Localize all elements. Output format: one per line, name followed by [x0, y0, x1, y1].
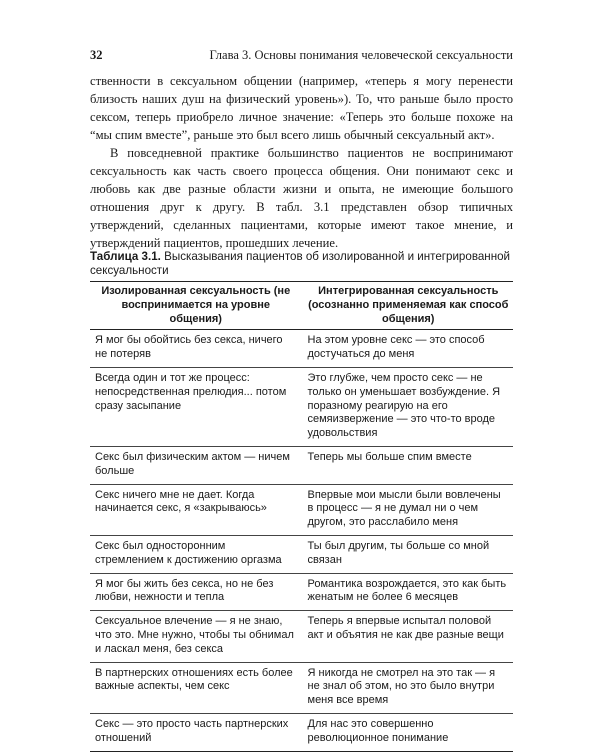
table-row	[90, 484, 513, 535]
table-caption	[90, 250, 513, 278]
body-text	[90, 72, 513, 252]
table-cell-integrated: Теперь мы больше спим вместе	[307, 450, 472, 463]
table-caption-text: Высказывания пациентов об изолированной и интегрированной сексуальности	[90, 250, 511, 277]
table-cell-isolated: Сексуальное влечение — я не знаю, что это. Мне нужно, чтобы ты обнимал и ласкал меня, без секса	[95, 615, 294, 655]
table-cell-isolated: Секс ничего мне не дает. Когда начинается секс, я «закрываюсь»	[95, 488, 267, 515]
statements-table	[90, 281, 513, 752]
chapter-title: Глава 3. Основы понимания человеческой сексуальности	[209, 48, 513, 62]
column-header-isolated: Изолированная сексуальность (не воспринимается на уровне общения)	[101, 285, 291, 325]
table-cell-isolated: Секс был физическим актом — ничем больше	[95, 450, 290, 477]
table-cell-integrated: Это глубже, чем просто секс — не только он уменьшает возбуждение. Я поразному реагирую на его семяизвержение — это что-то вроде удовольствия	[307, 371, 501, 440]
table-row	[90, 713, 513, 751]
table-cell-integrated: Для нас это совершенно революционное понимание	[307, 717, 449, 744]
table-cell-isolated: Всегда один и тот же процесс: непосредственная прелюдия... потом сразу засыпание	[95, 371, 287, 412]
table-cell-integrated: Я никогда не смотрел на это так — я не знал об этом, но это было внутри меня все время	[307, 666, 496, 707]
table-header-row	[90, 282, 513, 330]
page-number: 32	[90, 48, 103, 62]
table-row	[90, 611, 513, 662]
table-row	[90, 446, 513, 484]
table-cell-integrated: Теперь я впервые испытал половой акт и объятия не как две разные вещи	[307, 615, 504, 641]
table-cell-isolated: Секс был односторонним стремлением к достижению оргазма	[95, 539, 282, 566]
table-cell-integrated: На этом уровне секс — это способ достучаться до меня	[307, 334, 485, 361]
paragraph: ственности в сексуальном общении (например, «теперь я могу перенести близость наших душ на физический уровень»). То, что раньше было просто сексом, теперь приобрело личное значение: «Теперь это больше похоже на “мы спим вместе”, раньше это был всего лишь обычный сексуальный акт».	[90, 74, 513, 142]
table-cell-isolated: Секс — это просто часть партнерских отношений	[95, 717, 289, 744]
table-row	[90, 330, 513, 368]
table-cell-integrated: Ты был другим, ты больше со мной связан	[307, 539, 490, 566]
table-cell-isolated: Я мог бы обойтись без секса, ничего не потеряв	[95, 334, 283, 361]
table-caption-label: Таблица 3.1.	[90, 250, 161, 263]
table-cell-isolated: Я мог бы жить без секса, но не без любви, нежности и тепла	[95, 577, 274, 604]
table-cell-isolated: В партнерских отношениях есть более важные аспекты, чем секс	[95, 666, 293, 693]
table-cell-integrated: Впервые мои мысли были вовлечены в процесс — я не думал ни о чем другом, это расслабило меня	[307, 488, 501, 529]
paragraph: В повседневной практике большинство пациентов не воспринимают сексуальность как часть своего процесса общения. Они понимают секс и любовь как две разные области жизни и опыта, не имеющие большого отношения друг к другу. В табл. 3.1 представлен обзор типичных утверждений, сделанных пациентами, которые имеют такое мнение, и утверждений пациентов, прошедших лечение.	[90, 146, 513, 250]
column-header-integrated: Интегрированная сексуальность (осознанно применяемая как способ общения)	[308, 285, 509, 325]
table-row	[90, 535, 513, 573]
table-row	[90, 662, 513, 713]
table-cell-integrated: Романтика возрождается, это как быть женатым не более 6 месяцев	[307, 577, 507, 604]
table-row	[90, 573, 513, 611]
table-row	[90, 367, 513, 446]
